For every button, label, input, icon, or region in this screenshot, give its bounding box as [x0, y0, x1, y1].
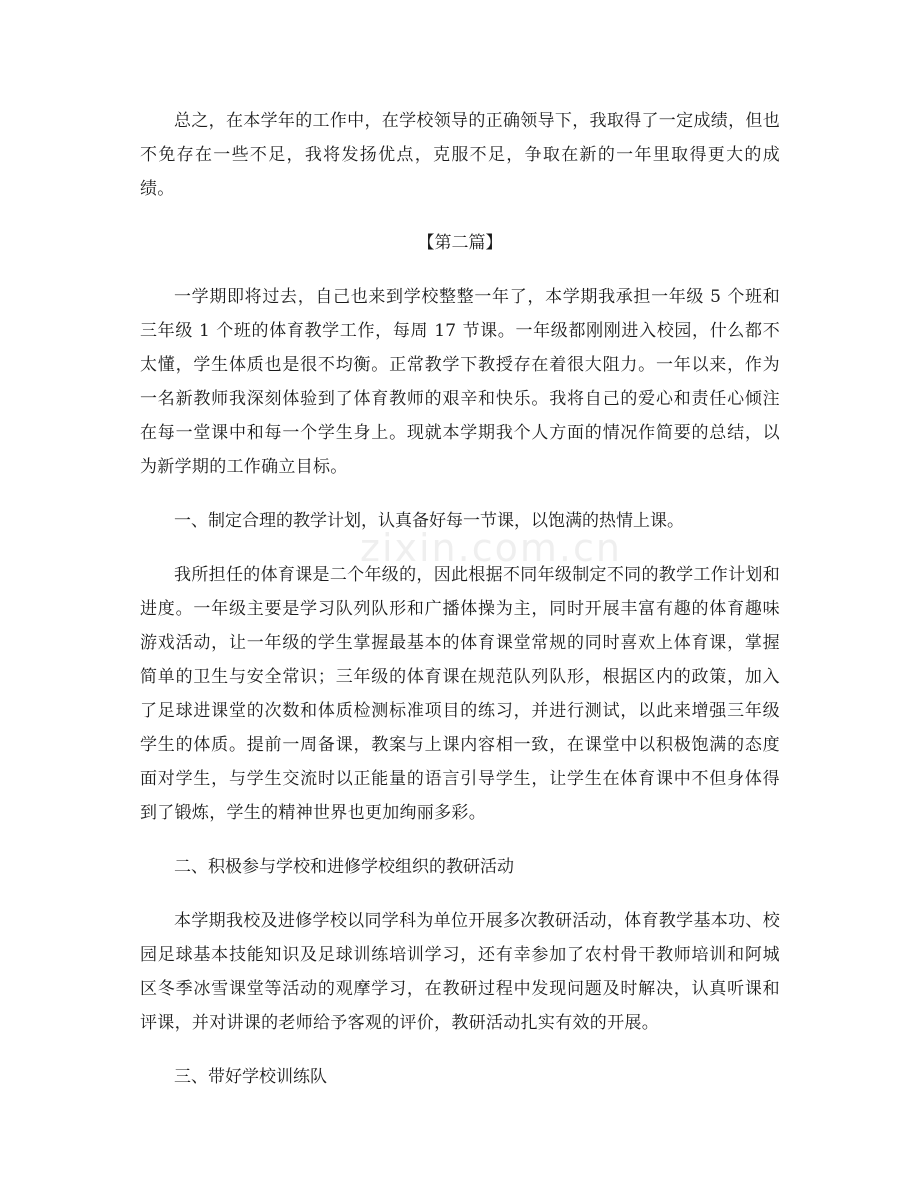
watermark: zixin.com.cn: [360, 526, 622, 570]
paragraph-conclusion: 总之，在本学年的工作中，在学校领导的正确领导下，我取得了一定成绩，但也不免存在一些不足，我将发扬优点，克服不足，争取在新的一年里取得更大的成绩。: [140, 111, 780, 199]
section-title-2: 二、积极参与学校和进修学校组织的教研活动: [174, 857, 514, 877]
section-title-3: 三、带好学校训练队: [174, 1067, 327, 1087]
section-heading-part-two: 【第二篇】: [417, 233, 503, 253]
section-title-1: 一、制定合理的教学计划，认真备好每一节课，以饱满的热情上课。: [174, 511, 684, 531]
paragraph-intro: 一学期即将过去，自己也来到学校整整一年了，本学期我承担一年级 5 个班和三年级 1 个班的体育教学工作，每周 17 节课。一年级都刚刚进入校园，什么都不太懂，学生体质也是很不均衡。正常教学下教授存在着很大阻力。一年以来，作为一名新教师我深刻体验到了体育教师的艰辛和快乐。我将自己的爱心和责任心倾注在每一堂课中和每一个学生身上。现就本学期我个人方面的情况作简要的总结，以为新学期的工作确立目标。: [140, 287, 780, 477]
document-body: [140, 104, 780, 1114]
paragraph-teaching-plan: 我所担任的体育课是二个年级的，因此根据不同年级制定不同的教学工作计划和进度。一年级主要是学习队列队形和广播体操为主，同时开展丰富有趣的体育趣味游戏活动，让一年级的学生掌握最基本的体育课堂常规的同时喜欢上体育课，掌握简单的卫生与安全常识；三年级的体育课在规范队列队形，根据区内的政策，加入了足球进课堂的次数和体质检测标准项目的练习，并进行测试，以此来增强三年级学生的体质。提前一周备课，教案与上课内容相一致，在课堂中以积极饱满的态度面对学生，与学生交流时以正能量的语言引导学生，让学生在体育课中不但身体得到了锻炼，学生的精神世界也更加绚丽多彩。: [140, 565, 780, 823]
paragraph-research: 本学期我校及进修学校以同学科为单位开展多次教研活动，体育教学基本功、校园足球基本技能知识及足球训练培训学习，还有幸参加了农村骨干教师培训和阿城区冬季冰雪课堂等活动的观摩学习，在教研过程中发现问题及时解决，认真听课和评课，并对讲课的老师给予客观的评价，教研活动扎实有效的开展。: [140, 911, 780, 1033]
